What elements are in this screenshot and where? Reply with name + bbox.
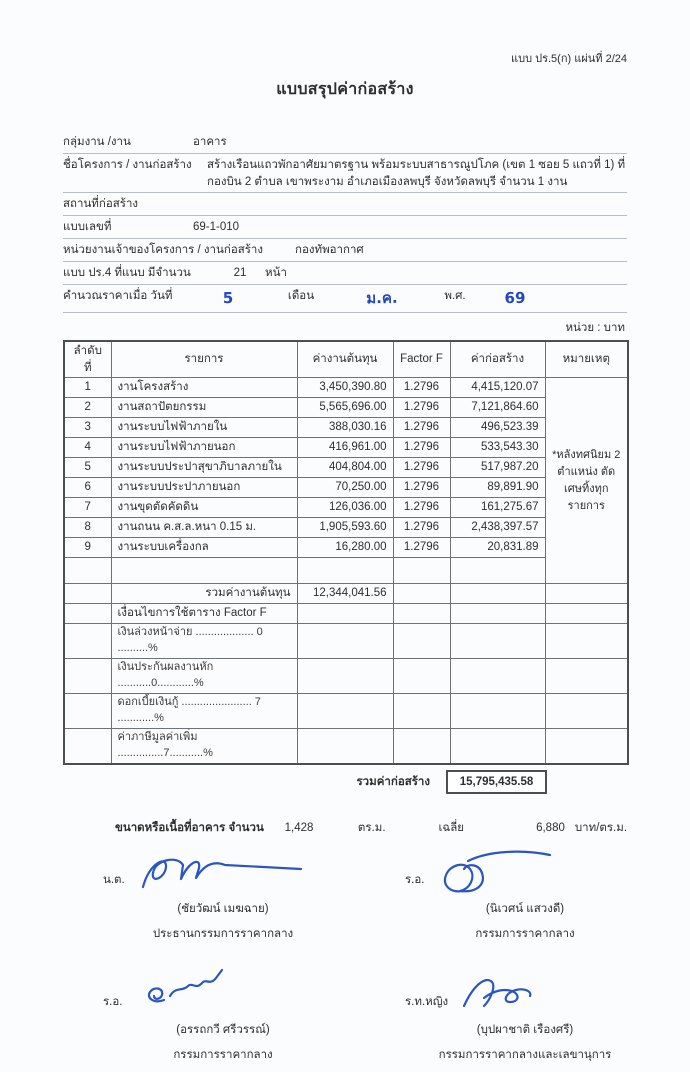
table-row-empty: [64, 558, 628, 584]
average-unit: บาท/ตร.ม.: [574, 822, 628, 835]
subtotal-label: รวมค่างานต้นทุน: [111, 584, 297, 604]
cell-empty: [64, 624, 111, 659]
signer-rank: น.ต.: [103, 874, 125, 887]
condition-row: [64, 728, 628, 763]
cell-empty: [545, 604, 628, 624]
cell-factor: 1.2796: [393, 498, 450, 518]
cell-empty: [393, 604, 450, 624]
cell-empty: [450, 584, 545, 604]
cell-total: 20,831.89: [450, 538, 545, 558]
area-unit: ตร.ม.: [357, 822, 386, 835]
cell-no: 7: [64, 498, 111, 518]
handwritten-month: ม.ค.: [366, 289, 398, 308]
cell-total: 533,543.30: [450, 438, 545, 458]
header-remark: หมายเหตุ: [545, 341, 628, 378]
signer-role: กรรมการราคากลางและเลขานุการ: [438, 1049, 612, 1062]
signature-ink-member-1: [432, 847, 582, 899]
cell-empty: [545, 659, 628, 694]
cell-empty: [297, 693, 393, 728]
form-code: แบบ ปร.5(ก) แผ่นที่ 2/24: [511, 53, 627, 65]
signer-rank: ร.อ.: [103, 995, 123, 1008]
cell-empty: [64, 604, 111, 624]
cell-factor: 1.2796: [393, 518, 450, 538]
cell-empty: [393, 624, 450, 659]
area-quantity: 1,428: [284, 822, 314, 835]
cell-empty: [545, 624, 628, 659]
unit-label: หน่วย : บาท: [565, 322, 625, 335]
cell-item: งานระบบประปาภายนอก: [111, 478, 297, 498]
project-description: สร้างเรือนแถวพักอาศัยมาตรฐาน พร้อมระบบสาธารณูปโภค (เขต 1 ซอย 5 แถวที่ 1) ที่ กองบิน 2 ตำบล เขาพระงาม อำเภอเมืองลพบุรี จังหวัดลพบุรี จำนวน 1 งาน: [207, 159, 626, 188]
condition-loan-interest: ดอกเบี้ยเงินกู้ ....................... 7 ............%: [111, 693, 297, 728]
project-label: ชื่อโครงการ / งานก่อสร้าง: [63, 159, 192, 172]
condition-row: [64, 693, 628, 728]
cell-empty: [545, 693, 628, 728]
location-label: สถานที่ก่อสร้าง: [63, 198, 139, 211]
signer-name: (บุปผาชาติ เรืองศรี): [476, 1024, 574, 1037]
signer-name: (อรรถกวี ศรีวรรณ์): [176, 1024, 270, 1037]
info-row-attachment: [63, 262, 627, 285]
signer-rank: ร.อ.: [405, 874, 425, 887]
cell-empty: [450, 558, 545, 584]
cell-total: 161,275.67: [450, 498, 545, 518]
cell-item: งานสถาปัตยกรรม: [111, 398, 297, 418]
cell-cost: 3,450,390.80: [297, 378, 393, 398]
average-value: 6,880: [536, 822, 565, 835]
cell-item: งานระบบประปาสุขาภิบาลภายใน: [111, 458, 297, 478]
group-value: อาคาร: [193, 136, 227, 149]
cell-empty: [111, 558, 297, 584]
cell-factor: 1.2796: [393, 418, 450, 438]
attachment-pages: 21: [233, 267, 247, 280]
cell-factor: 1.2796: [393, 438, 450, 458]
cell-cost: 1,905,593.60: [297, 518, 393, 538]
cell-empty: [64, 728, 111, 763]
cell-empty: [545, 584, 628, 604]
signature-block-secretary: [345, 968, 627, 1063]
cell-item: งานระบบไฟฟ้าภายนอก: [111, 438, 297, 458]
signer-role: ประธานกรรมการราคากลาง: [152, 927, 294, 940]
cell-total: 7,121,864.60: [450, 398, 545, 418]
cell-item: งานขุดตัดคัดดิน: [111, 498, 297, 518]
table-row: [64, 378, 628, 398]
grand-total-label: รวมค่าก่อสร้าง: [356, 775, 430, 788]
signature-ink-member-2: [130, 968, 280, 1020]
subtotal-value: 12,344,041.56: [297, 584, 393, 604]
info-row-location: [63, 193, 627, 216]
conditions-title: เงื่อนไขการใช้ตาราง Factor F: [111, 604, 297, 624]
table-row: [64, 498, 628, 518]
attachment-label: แบบ ปร.4 ที่แนบ มีจำนวน: [63, 267, 191, 280]
table-row: [64, 398, 628, 418]
cell-empty: [297, 604, 393, 624]
cell-empty: [450, 728, 545, 763]
cell-no: 3: [64, 418, 111, 438]
cell-factor: 1.2796: [393, 398, 450, 418]
grand-total-row: [63, 770, 627, 795]
cell-cost: 5,565,696.00: [297, 398, 393, 418]
average-label: เฉลี่ย: [438, 822, 465, 835]
info-row-agency: [63, 239, 627, 262]
calc-date-label: คำนวณราคาเมื่อ วันที่: [63, 290, 173, 303]
cell-no: 1: [64, 378, 111, 398]
attachment-unit: หน้า: [265, 267, 287, 280]
cell-empty: [393, 693, 450, 728]
cell-empty: [393, 728, 450, 763]
cell-empty: [64, 584, 111, 604]
drawing-no-value: 69-1-010: [193, 221, 240, 234]
cell-empty: [393, 558, 450, 584]
cell-no: 8: [64, 518, 111, 538]
cell-empty: [64, 659, 111, 694]
cell-total: 517,987.20: [450, 458, 545, 478]
group-label: กลุ่มงาน /งาน: [63, 136, 131, 149]
agency-value: กองทัพอากาศ: [295, 244, 364, 257]
cell-empty: [297, 558, 393, 584]
handwritten-day: 5: [222, 289, 234, 308]
signer-name: (นิเวศน์ แสวงดี): [485, 903, 565, 916]
condition-row: [64, 659, 628, 694]
cell-factor: 1.2796: [393, 478, 450, 498]
cell-no: 2: [64, 398, 111, 418]
info-row-drawing-no: [63, 216, 627, 239]
cell-no: 5: [64, 458, 111, 478]
grand-total-value: 15,795,435.58: [446, 770, 547, 795]
cell-empty: [450, 659, 545, 694]
cost-summary-table: [63, 340, 629, 765]
cell-empty: [297, 659, 393, 694]
table-row: [64, 518, 628, 538]
cell-item: งานระบบไฟฟ้าภายใน: [111, 418, 297, 438]
header-item: รายการ: [111, 341, 297, 378]
table-row: [64, 538, 628, 558]
cell-total: 89,891.90: [450, 478, 545, 498]
cell-factor: 1.2796: [393, 458, 450, 478]
table-row: [64, 418, 628, 438]
cell-empty: [450, 604, 545, 624]
signature-ink-chairman: [133, 847, 318, 899]
cell-remark: *หลังทศนิยม 2 ตำแหน่ง ตัดเศษทิ้งทุกรายการ: [545, 378, 628, 584]
condition-row: [64, 624, 628, 659]
cell-empty: [393, 659, 450, 694]
cell-cost: 70,250.00: [297, 478, 393, 498]
condition-vat: ค่าภาษีมูลค่าเพิ่ม ...............7...........%: [111, 728, 297, 763]
cell-no: 9: [64, 538, 111, 558]
signer-name: (ชัยวัฒน์ เมฆฉาย): [177, 903, 269, 916]
cell-total: 2,438,397.57: [450, 518, 545, 538]
signer-rank: ร.ท.หญิง: [405, 995, 449, 1008]
cell-empty: [297, 728, 393, 763]
signatures-section: [63, 847, 627, 1072]
cell-item: งานโครงสร้าง: [111, 378, 297, 398]
cell-empty: [297, 624, 393, 659]
signer-role: กรรมการราคากลาง: [475, 927, 575, 940]
table-row: [64, 438, 628, 458]
cell-empty: [64, 558, 111, 584]
cell-total: 496,523.39: [450, 418, 545, 438]
cell-factor: 1.2796: [393, 378, 450, 398]
cell-cost: 16,280.00: [297, 538, 393, 558]
signature-block-chairman: [63, 847, 345, 942]
header-total: ค่าก่อสร้าง: [450, 341, 545, 378]
handwritten-year: 69: [504, 289, 526, 308]
building-area-row: [63, 820, 627, 837]
page-title: แบบสรุปค่าก่อสร้าง: [276, 80, 414, 98]
cell-cost: 388,030.16: [297, 418, 393, 438]
cell-cost: 416,961.00: [297, 438, 393, 458]
table-header-row: [64, 341, 628, 378]
signature-ink-secretary: [456, 968, 586, 1020]
cell-factor: 1.2796: [393, 538, 450, 558]
info-row-project: [63, 154, 627, 193]
drawing-no-label: แบบเลขที่: [63, 221, 112, 234]
header-factor: Factor F: [393, 341, 450, 378]
subtotal-row: [64, 584, 628, 604]
signer-role: กรรมการราคากลาง: [173, 1049, 273, 1062]
cell-total: 4,415,120.07: [450, 378, 545, 398]
area-label: ขนาดหรือเนื้อที่อาคาร จำนวน: [115, 822, 264, 835]
info-row-group: [63, 131, 627, 154]
info-row-calc-date: [63, 285, 627, 313]
header-cost: ค่างานต้นทุน: [297, 341, 393, 378]
cell-no: 4: [64, 438, 111, 458]
header-index: ลำดับที่: [64, 341, 111, 378]
table-row: [64, 458, 628, 478]
cell-item: งานถนน ค.ส.ล.หนา 0.15 ม.: [111, 518, 297, 538]
signature-block-member-1: [345, 847, 627, 942]
cell-empty: [393, 584, 450, 604]
project-info-section: [63, 131, 627, 313]
year-label: พ.ศ.: [444, 290, 466, 303]
cell-cost: 404,804.00: [297, 458, 393, 478]
conditions-title-row: [64, 604, 628, 624]
month-label: เดือน: [287, 290, 315, 303]
cell-empty: [450, 693, 545, 728]
cell-no: 6: [64, 478, 111, 498]
cell-cost: 126,036.00: [297, 498, 393, 518]
condition-retention: เงินประกันผลงานหัก ...........0............%: [111, 659, 297, 694]
cell-empty: [64, 693, 111, 728]
signature-block-member-2: [63, 968, 345, 1063]
agency-label: หน่วยงานเจ้าของโครงการ / งานก่อสร้าง: [63, 244, 263, 257]
cell-empty: [450, 624, 545, 659]
condition-advance-payment: เงินล่วงหน้าจ่าย ................... 0 ..........%: [111, 624, 297, 659]
table-row: [64, 478, 628, 498]
cell-empty: [545, 728, 628, 763]
cell-item: งานระบบเครื่องกล: [111, 538, 297, 558]
